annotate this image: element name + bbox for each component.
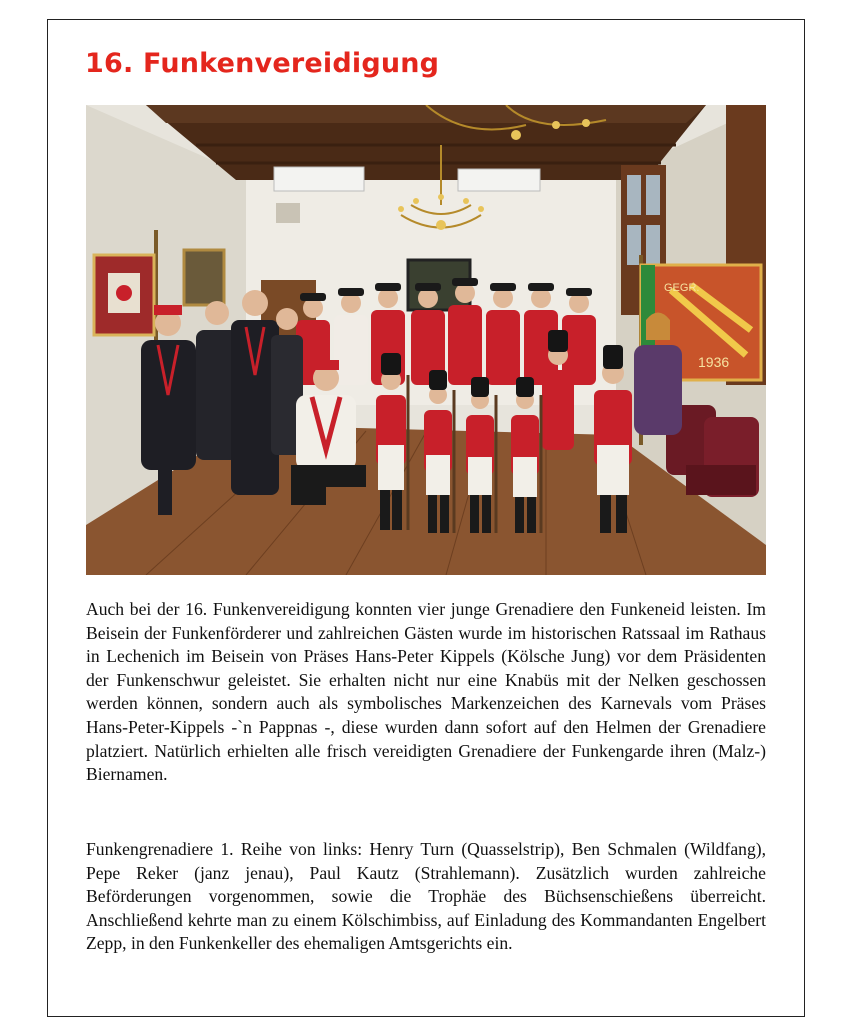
- banner-text: GEGR.: [664, 282, 700, 294]
- banner-year: 1936: [698, 354, 730, 370]
- group-photo: [86, 105, 766, 575]
- paragraph-intro: Auch bei der 16. Funkenvereidigung konnten vier junge Grenadiere den Funkeneid leisten. Im Beisein der Funkenförderer und zahlreichen Gästen wurde im historischen Ratssaal im Rathaus in Lechenich im Beisein von Präses Hans-Peter Kippels (Kölsche Jung) vor dem Präsidenten der Funkenschwur geleistet. Sie erhalten nicht nur eine Knabüs mit der Nelken geschossen werden können, sondern auch als symbolisches Markenzeichen des Karnevals vom Präses Hans-Peter-Kippels -`n Pappnas -, diese wurden dann sofort auf den Helmen der Grenadiere platziert. Natürlich erhielten alle frisch vereidigten Grenadiere der Funkengarde ihren (Malz-) Biernamen.: [86, 599, 766, 785]
- page-title: 16. Funkenvereidigung: [85, 48, 440, 79]
- paragraph-names: Funkengrenadiere 1. Reihe von links: Henry Turn (Quasselstrip), Ben Schmalen (Wildfang), Pepe Reker (janz jenau), Paul Kautz (Strahlemann). Zusätzlich wurden zahlreiche Beförderungen vorgenommen, sowie die Trophäe des Büchsenschießens überreicht. Anschließend kehrte man zu einem Kölschimbiss, auf Einladung des Kommandanten Engelbert Zepp, in den Funkenkeller des ehemaligen Amtsgerichts ein.: [86, 839, 766, 954]
